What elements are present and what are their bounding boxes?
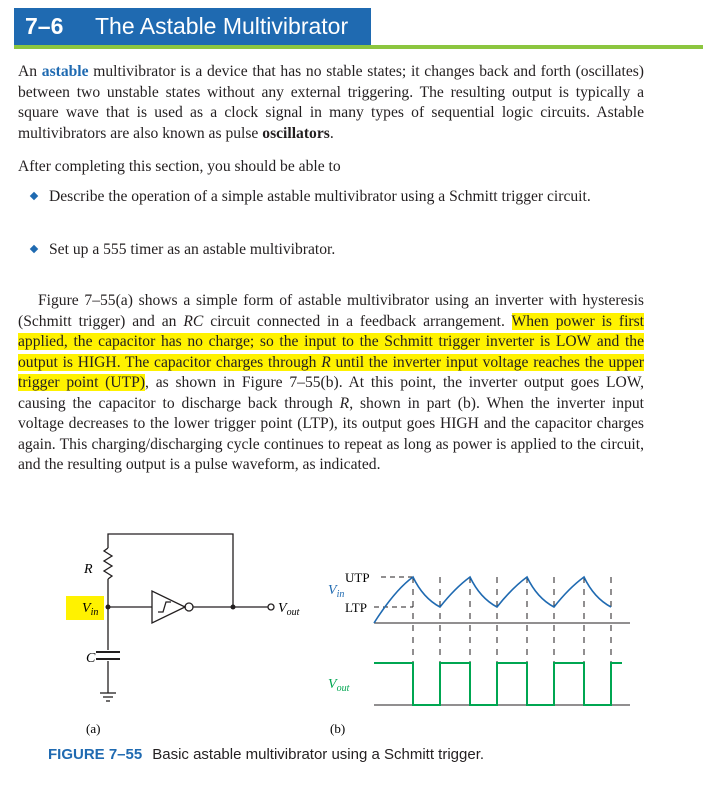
part-b-label: (b) [330, 721, 346, 736]
vout-waveform-label: $V_{out}$ [328, 677, 350, 694]
figure-caption-text: Basic astable multivibrator using a Schmitt trigger. [152, 746, 485, 763]
objective-item: Describe the operation of a simple astable multivibrator using a Schmitt trigger circuit. [49, 187, 609, 208]
figure-caption [48, 746, 484, 763]
vin-waveform [374, 577, 611, 623]
junction-dot [106, 605, 111, 610]
highlighted-text: When power is first applied, the capacitor has no charge; so the input to the Schmitt trigger inverter is LOW and the output is HIGH. The capacitor charges through R until the inverter input voltage reaches the upper trigger point (UTP) [18, 312, 644, 391]
resistor-label: R [84, 562, 93, 577]
resistor-symbol [104, 548, 112, 579]
junction-dot [231, 605, 236, 610]
term-oscillators: oscillators [262, 124, 330, 142]
vin-waveform-label: $V_{in}$ [328, 583, 345, 600]
section-number: 7–6 [25, 13, 64, 39]
part-a-label: (a) [86, 721, 101, 736]
objectives-lead: After completing this section, you should be able to [18, 158, 341, 175]
body-paragraph: Figure 7–55(a) shows a simple form of astable multivibrator using an inverter with hysteresis (Schmitt trigger) and an RC circuit connected in a feedback arrangement. When power is first applied, the capacitor has no charge; so the input to the Schmitt trigger inverter is LOW and the output is HIGH. The capacitor charges through R until the inverter input voltage reaches the upper trigger point (UTP), as shown in Figure 7–55(b). At this point, the inverter output goes LOW, causing the capacitor to discharge back through R, shown in part (b). When the inverter input voltage decreases to the lower trigger point (LTP), its output goes HIGH and the capacitor charges again. This charging/discharging cycle continues to repeat as long as power is applied to the circuit, and the resulting output is a pulse waveform, as indicated. [18, 292, 645, 473]
ltp-label: LTP [345, 600, 367, 615]
vin-label: $V_{in}$ [82, 601, 99, 618]
intro-paragraph: An astable multivibrator is a device that has no stable states; it changes back and forth (oscillates) between two unstable states without any external triggering. The resulting output is typically a square wave that is used as a clock signal in many types of sequential logic circuits. Astable multivibrators are also known as pulse oscillators. [18, 63, 644, 142]
capacitor-label: C [86, 651, 96, 666]
section-title: The Astable Multivibrator [95, 13, 349, 39]
utp-label: UTP [345, 570, 370, 585]
objective-item: Set up a 555 timer as an astable multivibrator. [49, 240, 609, 261]
term-astable: astable [41, 63, 89, 80]
vout-label: $V_{out}$ [278, 601, 300, 618]
time-gridlines [413, 577, 611, 705]
circuit-diagram [96, 534, 274, 701]
vout-waveform [374, 663, 622, 705]
figure-caption-label: FIGURE 7–55 [48, 746, 143, 763]
schmitt-inverter-symbol [152, 591, 185, 623]
